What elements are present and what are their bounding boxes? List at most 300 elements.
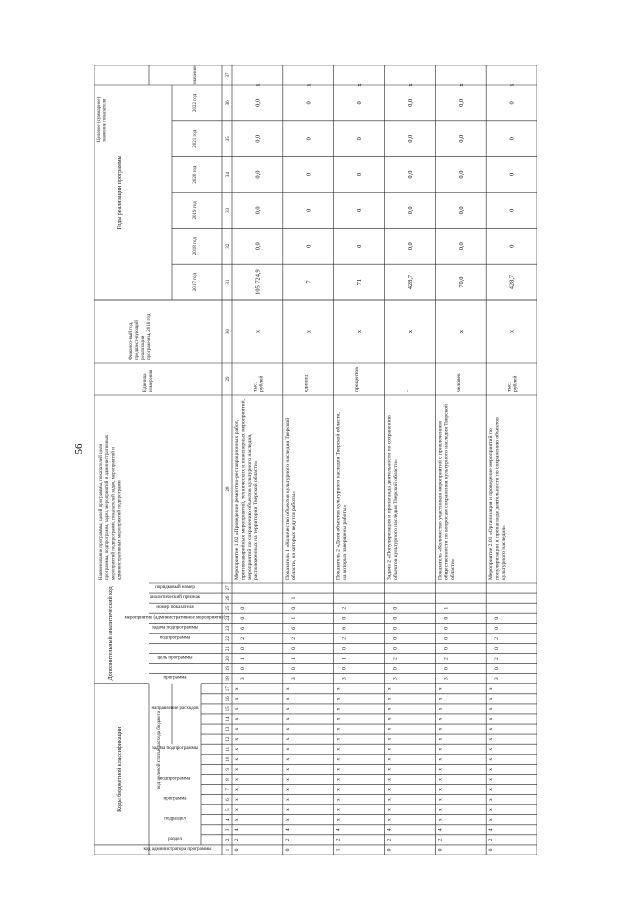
cell-name-line: объектов культурного наследия Тверской области» [392,459,399,580]
cell-kbk-mark: х [234,717,240,721]
column-number: 37 [226,72,231,78]
cell-year-value: 0 [305,244,313,248]
header-year: 2018 год [193,237,198,256]
cell-analytic-code: 2 [341,637,348,640]
header-kcsr: код целевой статьи расхода бюджета [157,711,162,789]
cell-kbk-mark: х [284,717,291,721]
header-unit [143,369,154,392]
cell-analytic-code: 1 [341,657,348,660]
cell-kbk-mark: х [386,727,393,731]
column-number: 9 [226,768,231,771]
code-col-title: подраздел [164,816,186,822]
cell-name-line: общественности по вопросам сохранения культурного наследия Тверской [443,404,450,580]
cell-year-value: 0 [508,244,516,248]
column-number: 10 [226,756,231,762]
header-value: значение [193,65,198,85]
cell-admin-code: 4 [284,828,291,832]
header-final-line: значение показателя [102,98,108,142]
cell-analytic-code: 2 [341,606,348,610]
cell-year-value: 0,0 [457,206,465,215]
code-col-title: номер показателя [156,605,194,611]
cell-kbk-mark: х [284,798,291,801]
column-number: 13 [226,726,231,732]
header-name-line: мероприятий подпрограмм, показателей задач, мероприятий и [111,447,117,580]
cell-analytic-code: 3 [290,677,297,681]
cell-name [387,415,399,580]
cell-kbk-mark: х [234,798,240,801]
cell-name-line: расположенных на территории Тверской области» [253,460,260,580]
header-name-line: административных мероприятий подпрограмм [117,480,123,580]
cell-kbk-mark: х [234,707,240,711]
cell-admin-code: 0 [386,848,393,852]
cell-year-value: 0 [508,137,516,141]
cell-analytic-code: 3 [240,677,246,681]
cell-unit-line: человек [455,373,462,392]
header-year: 2021 год [193,129,198,148]
cell-unit [507,376,519,392]
cell-final: х [406,83,414,87]
cell-unit-line: единиц [303,374,310,392]
cell-analytic-code: 2 [290,637,297,640]
cell-year-value: 0 [356,137,364,141]
cell-year-value: 0,0 [254,98,262,107]
cell-final: х [457,83,465,87]
column-number: 21 [226,645,231,651]
cell-name [284,418,297,580]
cell-analytic-code: 0 [443,616,450,620]
cell-year-value: 0 [508,172,516,177]
header-fin [129,313,152,360]
cell-final: х [508,83,516,87]
column-number: 4 [226,818,231,821]
column-number: 24 [226,615,231,621]
cell-year-value: 0,0 [406,242,414,251]
column-number: 8 [226,778,231,781]
cell-kbk-mark: х [284,808,291,812]
column-number: 25 [226,605,231,611]
cell-kbk-mark: х [335,697,342,701]
column-number: 12 [226,736,231,742]
column-number: 3 [226,828,231,832]
cell-year-value: 0 [305,172,313,177]
cell-admin-code: 4 [234,828,240,832]
cell-year-value: 0,0 [457,134,465,143]
cell-kbk-mark: х [488,737,495,741]
cell-kbk-mark: х [437,737,444,741]
cell-unit-line: рублей [258,375,265,392]
cell-kbk-mark: х [386,747,393,751]
header-year: 2019 год [193,201,198,220]
column-number: 23 [226,625,231,631]
cell-analytic-code: 2 [494,657,501,660]
cell-name-line: популяризации и пропаганде деятельности по сохранению объектов [494,417,501,580]
cell-analytic-code: 6 [341,626,348,630]
cell-kbk-mark: х [437,798,444,801]
cell-fin: х [305,329,313,334]
cell-kbk-mark: х [437,788,444,791]
cell-name-line: культурного наследия» [500,525,507,580]
cell-kbk-mark: х [335,687,342,691]
cell-analytic-code: 0 [392,616,399,620]
cell-name-line: мероприятий по сохранению объектов культурного наследия, [246,433,253,580]
cell-analytic-code: 0 [494,647,501,650]
cell-kbk-mark: х [284,727,291,731]
cell-kbk-mark: х [284,788,291,791]
cell-fin: х [457,329,465,334]
cell-kbk-mark: х [335,818,342,822]
cell-analytic-code: 3 [494,677,501,681]
cell-year-value: 0 [356,172,364,177]
cell-year-value: 105 724,9 [254,269,262,295]
header-name-line: программы, подпрограмм, задач, мероприятий и административных [105,434,111,580]
column-number: 36 [226,100,231,106]
cell-admin-code: 0 [234,848,240,852]
cell-name-line: противоаварийных мероприятий, технических и инженерных мероприятий, [240,399,247,580]
code-col-title: подпрограмма [159,776,191,782]
cell-year-value: 7 [305,280,313,284]
cell-kbk-mark: х [437,747,444,751]
cell-analytic-code: 0 [341,647,348,650]
code-col-title: порядковый номер [155,585,195,591]
cell-admin-code: 2 [335,838,342,842]
cell-analytic-code: 0 [290,606,297,610]
cell-year-value: 70,0 [457,276,465,288]
cell-unit [303,375,309,392]
cell-analytic-code: 2 [240,637,246,640]
cell-name-line: области» [450,558,457,580]
cell-year-value: 0,0 [406,170,414,179]
header-fin-line: Финансо-вый год, [129,321,134,360]
cell-analytic-code: 0 [290,667,297,671]
cell-kbk-mark: х [386,687,393,691]
cell-unit-line: процентов [354,367,361,392]
header-fin-line: програм-мы, 2016 год [147,313,152,360]
column-number: 2 [226,838,231,842]
cell-name-line: Мероприятие 2.01 «Организация и проведение мероприятий по [488,428,495,580]
cell-kbk-mark: х [234,778,240,781]
column-number: 26 [226,595,231,601]
cell-year-value: 0 [356,101,364,105]
cell-kbk-mark: х [437,687,444,691]
cell-kbk-mark: х [488,697,495,701]
cell-analytic-code: 3 [443,677,450,681]
cell-fin: х [356,329,364,334]
cell-admin-code: 2 [488,838,495,842]
column-number: 30 [226,329,231,334]
cell-analytic-code: 0 [392,667,399,671]
cell-kbk-mark: х [234,737,240,741]
cell-kbk-mark: х [234,687,240,691]
cell-final: х [305,83,313,87]
cell-analytic-code: 0 [240,616,246,620]
cell-analytic-code: 0 [494,626,501,630]
cell-unit-line: - [404,390,411,392]
cell-name [436,404,456,580]
cell-kbk-mark: х [335,798,342,801]
cell-kbk-mark: х [437,808,444,812]
cell-kbk-mark: х [386,697,393,701]
cell-kbk-mark: х [284,757,291,761]
cell-kbk-mark: х [488,687,495,691]
cell-admin-code: 1 [335,848,342,852]
cell-year-value: 0,0 [254,134,262,143]
column-number: 27 [226,585,231,591]
cell-analytic-code: 0 [240,606,246,610]
cell-analytic-code: 1 [290,616,297,620]
header-fin-line: реализации [141,335,146,360]
cell-fin: х [406,329,414,334]
cell-kbk-mark: х [386,767,393,771]
cell-kbk-mark: х [335,808,342,812]
cell-unit [405,390,411,392]
cell-admin-code: 4 [488,828,495,832]
cell-admin-code: 2 [284,838,291,842]
cell-kbk-mark: х [488,727,495,731]
header-year: 2017 год [193,273,198,292]
cell-fin: х [254,329,262,334]
cell-kbk-mark: х [488,707,495,711]
cell-kbk-mark: х [488,778,495,781]
cell-analytic-code: 0 [290,647,297,650]
cell-kbk-mark: х [488,747,495,751]
code-col-title: задача подпрограммы [151,625,199,631]
cell-name [335,412,348,580]
column-number: 15 [226,706,231,712]
cell-analytic-code: 1 [290,596,297,600]
cell-kbk-mark: х [386,707,393,711]
cell-kbk-mark: х [437,707,444,711]
header-final-line: Целевое (суммарное) [97,96,102,142]
column-number: 28 [226,486,231,492]
cell-kbk-mark: х [335,747,342,751]
cell-name-line: Мероприятие 1.02 «Проведение ремонтно-реставрационных работ, [234,419,240,580]
code-col-title: мероприятие (административное мероприятие) [124,615,226,621]
cell-kbk-mark: х [488,717,495,721]
cell-kbk-mark: х [386,788,393,791]
cell-kbk-mark: х [437,757,444,761]
cell-unit-line: тыс. [506,381,513,392]
cell-final: х [254,83,262,87]
cell-admin-code: 0 [488,848,495,852]
cell-analytic-code: 0 [240,667,246,671]
cell-year-value: 0,0 [457,170,465,179]
cell-year-value: 0,0 [406,206,414,215]
header-unit-line: Единица [143,373,148,392]
cell-analytic-code: 0 [392,647,399,650]
cell-kbk-mark: х [437,778,444,781]
header-unit-line: измерения [149,369,154,392]
cell-year-value: 428,7 [406,274,414,290]
column-number: 32 [226,243,231,249]
cell-analytic-code: 0 [341,616,348,620]
cell-kbk-mark: х [234,767,240,771]
header-final [97,96,108,142]
column-number: 29 [226,376,231,382]
cell-analytic-code: 3 [392,677,399,681]
column-number: 19 [226,666,231,672]
cell-unit-line: тыс. [252,381,259,392]
code-col-title: подпрограмма [159,635,191,641]
column-number: 7 [226,788,231,791]
cell-name-line: Задача 2 «Популяризация и пропаганда деятельности по сохранению [386,415,393,580]
column-number: 18 [226,676,231,682]
code-col-title: программа [163,796,187,802]
cell-kbk-mark: х [335,778,342,781]
cell-analytic-code: 0 [443,647,450,650]
header-year: 2022 год [193,93,198,112]
cell-kbk-mark: х [386,798,393,801]
column-number: 5 [226,808,231,811]
cell-analytic-code: 1 [290,657,297,660]
cell-unit [456,373,462,392]
cell-year-value: 0,0 [457,98,465,107]
indicator-table [94,65,537,855]
cell-unit-line: рублей [512,375,519,392]
cell-kbk-mark: х [386,778,393,781]
cell-kbk-mark: х [488,818,495,822]
column-number: 11 [226,746,231,752]
cell-kbk-mark: х [437,767,444,771]
cell-year-value: 428,7 [508,274,516,290]
cell-analytic-code: 0 [392,606,399,610]
column-number: 22 [226,635,231,641]
cell-kbk-mark: х [386,717,393,721]
cell-name [233,398,259,580]
cell-kbk-mark: х [335,737,342,741]
cell-analytic-code: 0 [341,667,348,671]
cell-year-value: 0,0 [254,170,262,179]
cell-analytic-code: 0 [443,626,450,630]
code-col-title: программа [163,675,187,681]
column-number: 1 [226,848,231,852]
cell-kbk-mark: х [234,727,240,731]
cell-analytic-code: 0 [392,637,399,640]
cell-year-value: 0 [305,137,313,141]
cell-kbk-mark: х [335,727,342,731]
cell-kbk-mark: х [437,717,444,721]
cell-analytic-code: 6 [240,626,246,630]
cell-analytic-code: 0 [494,667,501,671]
cell-kbk-mark: х [234,808,240,812]
cell-kbk-mark: х [234,697,240,701]
cell-year-value: 0 [356,208,364,213]
cell-kbk-mark: х [386,737,393,741]
column-number: 16 [226,696,231,702]
cell-kbk-mark: х [437,818,444,822]
cell-analytic-code: 2 [443,657,450,660]
cell-analytic-code: 1 [443,606,450,610]
code-col-title: аналитический признак [149,595,201,601]
cell-kbk-mark: х [284,767,291,771]
cell-admin-code: 0 [284,848,291,852]
cell-analytic-code: 3 [341,677,348,681]
cell-admin-code: 2 [234,838,240,842]
cell-analytic-code: 2 [494,637,501,640]
cell-year-value: 0 [356,244,364,248]
header-years: Годы реализации программы [117,155,123,230]
cell-year-value: 0 [508,101,516,105]
page-number: 56 [73,443,85,455]
cell-year-value: 0,0 [254,206,262,215]
cell-name [487,417,507,580]
column-number: 33 [226,207,231,213]
cell-kbk-mark: х [335,767,342,771]
cell-kbk-mark: х [386,757,393,761]
cell-kbk-mark: х [234,757,240,761]
cell-unit [354,367,360,392]
cell-kbk-mark: х [284,818,291,822]
cell-analytic-code: 0 [240,647,246,650]
cell-kbk-mark: х [488,767,495,771]
cell-kbk-mark: х [488,757,495,761]
cell-year-value: 0 [508,208,516,213]
cell-admin-code: 2 [386,838,393,842]
cell-admin-code: 0 [437,848,444,852]
cell-analytic-code: 1 [240,657,246,660]
cell-kbk-mark: х [234,818,240,822]
code-col-title: цель программы [157,655,193,661]
cell-admin-code: 4 [386,828,393,832]
cell-year-value: 0 [305,208,313,213]
cell-analytic-code: 2 [392,657,399,660]
cell-year-value: 71 [356,278,364,286]
cell-fin: х [508,329,516,334]
cell-analytic-code: 0 [443,637,450,640]
header-name [99,434,123,580]
cell-analytic-code: 0 [392,626,399,630]
cell-analytic-code: 0 [443,667,450,671]
cell-kbk-mark: х [488,798,495,801]
code-col-title: код администратора программы [143,846,212,852]
code-col-title: раздел [168,836,182,842]
cell-year-value: 0,0 [406,98,414,107]
code-col-title: задача подпрограммы [151,746,199,752]
header-analytic: Дополнительный аналитический код [108,586,114,681]
cell-kbk-mark: х [234,747,240,751]
cell-name-line: Показатель 2 «Доля объектов культурного наследия Тверской области, [335,412,342,580]
column-number: 20 [226,656,231,662]
cell-admin-code: 4 [335,828,342,832]
cell-kbk-mark: х [488,788,495,791]
header-fin-line: предшест-вующий [135,320,140,360]
column-number: 17 [226,686,231,692]
cell-kbk-mark: х [284,687,291,691]
cell-kbk-mark: х [437,697,444,701]
cell-kbk-mark: х [234,788,240,791]
cell-kbk-mark: х [437,727,444,731]
cell-analytic-code: 6 [290,626,297,630]
cell-year-value: 0,0 [406,134,414,143]
cell-kbk-mark: х [488,808,495,812]
cell-year-value: 0,0 [254,242,262,251]
header-year: 2020 год [193,165,198,184]
cell-kbk-mark: х [284,747,291,751]
cell-kbk-mark: х [284,737,291,741]
cell-year-value: 0,0 [457,242,465,251]
cell-kbk-mark: х [335,707,342,711]
column-number: 34 [226,172,231,178]
cell-kbk-mark: х [386,808,393,812]
column-number: 14 [226,716,231,722]
cell-analytic-code: 0 [494,616,501,620]
cell-kbk-mark: х [335,717,342,721]
cell-name-line: Показатель 1 «Количество объектов культурного наследия Тверской [284,417,291,580]
cell-kbk-mark: х [284,697,291,701]
cell-year-value: 0 [305,101,313,105]
cell-admin-code: 2 [437,838,444,842]
cell-admin-code: 4 [437,828,444,832]
column-number: 35 [226,136,231,142]
